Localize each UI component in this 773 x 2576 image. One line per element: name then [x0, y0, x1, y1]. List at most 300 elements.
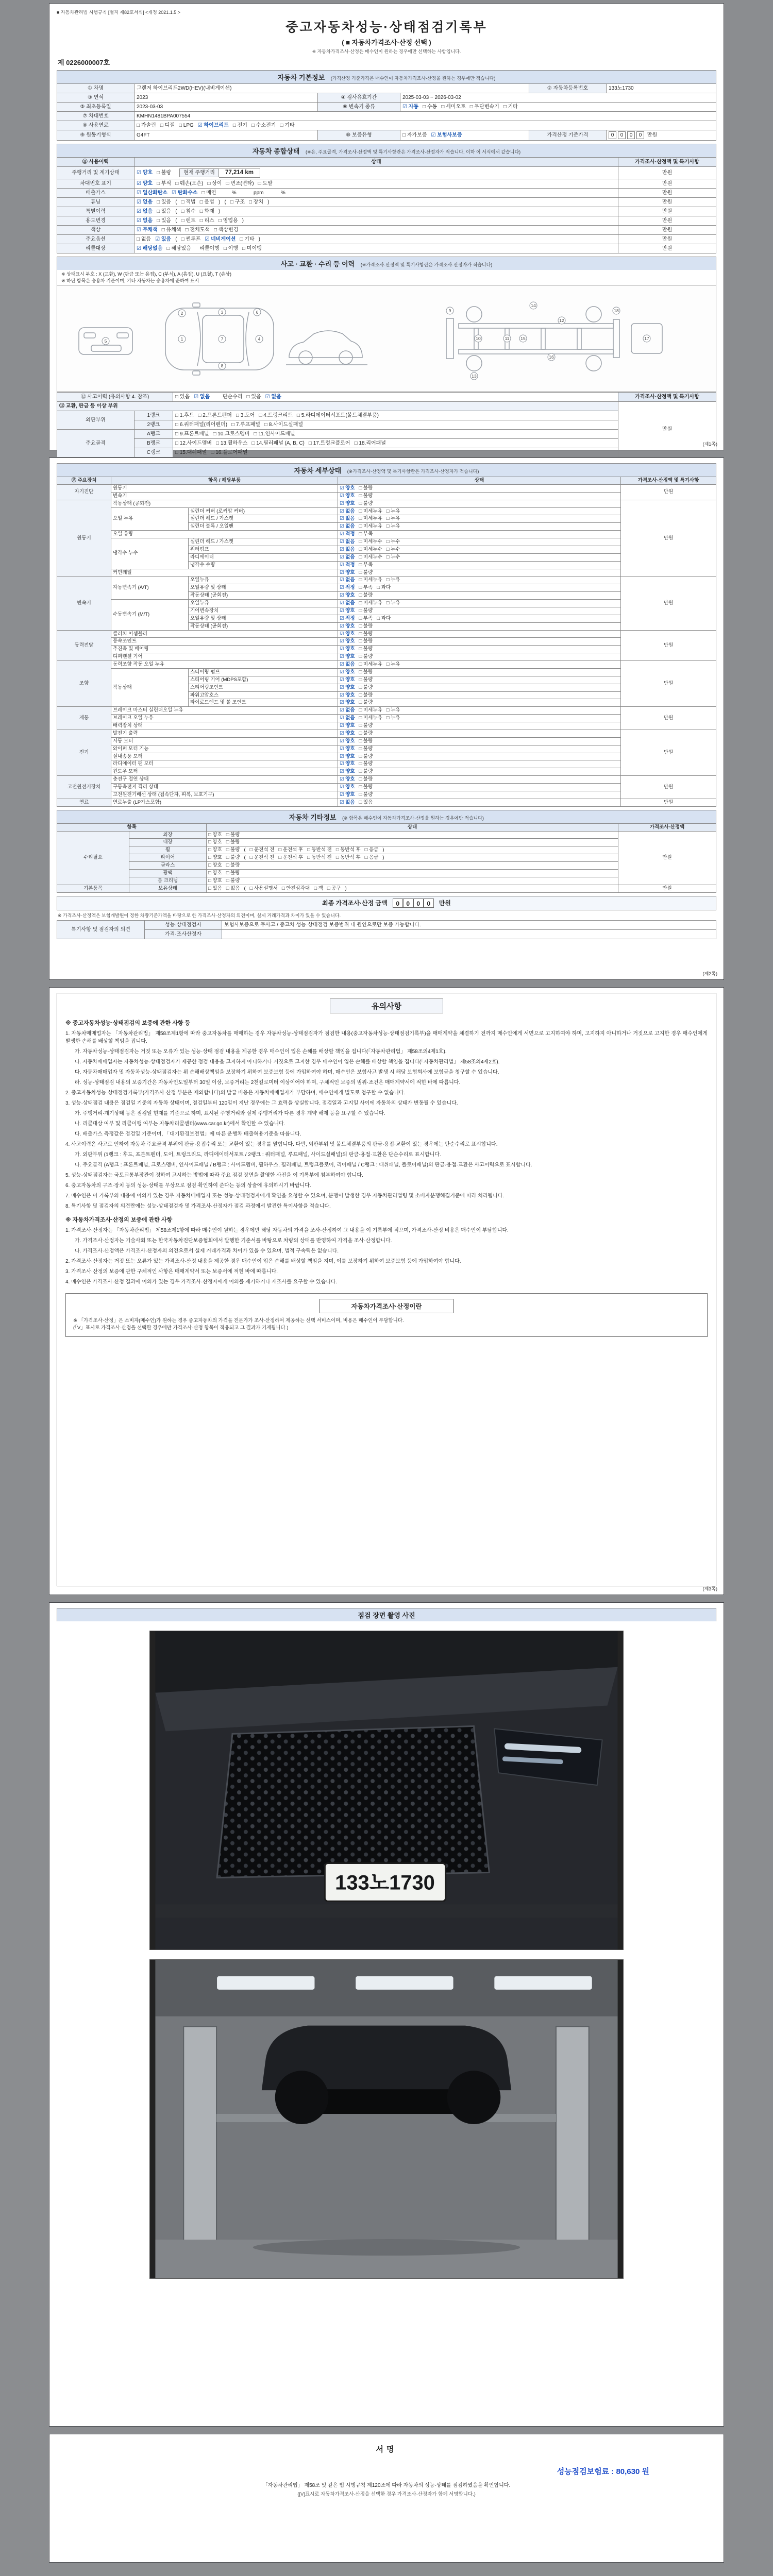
checkbox-없음[interactable]: ☑ 없음 [137, 208, 153, 214]
table-row [57, 791, 716, 799]
checkbox-썬루프[interactable]: □ 썬루프 [181, 236, 201, 242]
checkbox-불량[interactable]: □ 불량 [359, 676, 373, 683]
checkbox-침수[interactable]: □ 침수 [181, 208, 196, 214]
checkbox-적정[interactable]: ☑ 적정 [340, 585, 355, 591]
checkbox-없음[interactable]: ☑ 없음 [340, 715, 355, 721]
checkbox-양호[interactable]: ☑ 양호 [340, 761, 355, 767]
checkbox-사용설명서[interactable]: □ 사용설명서 [249, 885, 278, 891]
checkbox-불량[interactable]: □ 불량 [359, 592, 373, 599]
notice-item: 라. 성능·상태점검 내용의 보증기간은 자동차인도일부터 30일 이상, 보증거리는 2천킬로미터 이상이어야 하며, 구체적인 보증의 범위·조건은 매매계약서에 적힌 바에 따릅니다. [75, 1080, 461, 1086]
checkbox-미세누수[interactable]: □ 미세누수 [359, 554, 382, 560]
checkbox-양호[interactable]: ☑ 양호 [137, 180, 153, 187]
table-row [57, 823, 716, 831]
document-header-note: ※ 자동차가격조사·산정은 매수인이 원하는 경우에만 선택하는 사항입니다. [312, 49, 461, 54]
final-price-label: 최종 가격조사·산정 금액 [322, 900, 388, 907]
form-field-cell [338, 531, 621, 538]
checkbox-양호[interactable]: □ 양호 [208, 877, 222, 884]
checkbox-없음[interactable]: ☑ 없음 [194, 394, 210, 400]
table-row [57, 121, 716, 130]
car-wheel [447, 2071, 501, 2124]
form-text-cell: 2023 [135, 93, 318, 103]
form-text-cell: 실린더 커버 (로커암 커버) [189, 507, 338, 515]
table-row [57, 216, 716, 225]
checkbox-불량[interactable]: □ 불량 [359, 692, 373, 698]
checkbox-미세누수[interactable]: □ 미세누수 [359, 546, 382, 552]
form-text-cell: 스티어링 기어 (MDPS포함) [189, 676, 338, 684]
checkbox-없음[interactable]: ☑ 없음 [340, 600, 355, 606]
checkbox-없음[interactable]: ☑ 없음 [340, 539, 355, 545]
form-text-cell: 오일 유량 [111, 531, 338, 538]
checkbox-누유[interactable]: □ 누유 [386, 508, 400, 514]
table-row [57, 799, 716, 806]
checkbox-양호[interactable]: □ 양호 [208, 870, 222, 876]
checkbox-자가보증[interactable]: □ 자가보증 [402, 132, 427, 138]
form-text-cell: 만원 [618, 225, 716, 234]
checkbox-불량[interactable]: □ 불량 [359, 730, 373, 736]
checkbox-불량[interactable]: □ 불량 [359, 669, 373, 675]
checkbox-양호[interactable]: □ 양호 [208, 839, 222, 845]
checkbox-영업용[interactable]: □ 영업용 [218, 217, 238, 224]
checkbox-네비게이션[interactable]: ☑ 네비게이션 [205, 236, 236, 242]
checkbox-불량[interactable]: □ 불량 [359, 646, 373, 652]
checkbox-불량[interactable]: □ 불량 [359, 784, 373, 790]
checkbox-양호[interactable]: ☑ 양호 [340, 723, 355, 728]
checkbox-동반석 후[interactable]: □ 동반석 후 [335, 847, 361, 853]
notice-part2-items [65, 1227, 708, 1286]
section-note: (※ 항목은 매수인이 자동차가격조사·산정을 원하는 경우에만 적습니다) [342, 815, 484, 821]
checkbox-안전삼각대[interactable]: □ 안전삼각대 [281, 885, 310, 891]
text-token: ) [382, 855, 384, 861]
checkbox-적정[interactable]: ☑ 적정 [340, 615, 355, 621]
checkbox-불량[interactable]: □ 불량 [359, 500, 373, 506]
checkbox-없음[interactable]: ☑ 없음 [340, 516, 355, 522]
checkbox-13.휠하우스[interactable]: □ 13.휠하우스 [216, 440, 248, 447]
checkbox-미세누유[interactable]: □ 미세누유 [359, 516, 382, 522]
legend-line: ※ 하단 항목은 승용차 기준이며, 기타 자동차는 승용차에 준하여 표시 [61, 278, 199, 283]
checkbox-응급[interactable]: □ 응급 [364, 855, 379, 861]
form-text-cell: 그랜저 하이브리드2WD(HEV)(내비게이션) [135, 84, 529, 93]
checkbox-이행[interactable]: □ 이행 [223, 245, 238, 251]
checkbox-양호[interactable]: ☑ 양호 [340, 753, 355, 759]
form-field-cell [173, 420, 618, 430]
checkbox-불량[interactable]: □ 불량 [359, 607, 373, 614]
form-text-cell: C랭크 [135, 448, 173, 457]
checkbox-없음[interactable]: ☑ 없음 [340, 554, 355, 560]
checkbox-하이브리드[interactable]: ☑ 하이브리드 [197, 123, 229, 128]
checkbox-2.프론트펜더[interactable]: □ 2.프론트펜더 [198, 413, 232, 419]
checkbox-구조[interactable]: □ 구조 [230, 199, 245, 205]
checkbox-잭[interactable]: □ 잭 [314, 885, 323, 891]
sheet-basic [49, 3, 724, 456]
checkbox-있음[interactable]: □ 있음 [208, 885, 222, 891]
diagram-point-number: 18 [613, 308, 619, 314]
checkbox-불량[interactable]: □ 불량 [226, 839, 240, 845]
form-field-cell [207, 885, 618, 892]
form-field-cell [135, 121, 716, 130]
checkbox-동반석 전[interactable]: □ 동반석 전 [307, 855, 332, 861]
checkbox-보험사보증[interactable]: ☑ 보험사보증 [431, 132, 462, 138]
checkbox-14.필러패널 (A, B, C)[interactable]: □ 14.필러패널 (A, B, C) [251, 440, 305, 447]
form-field-cell [338, 569, 621, 577]
checkbox-양호[interactable]: ☑ 양호 [340, 745, 355, 752]
checkbox-상이[interactable]: □ 상이 [207, 180, 222, 187]
checkbox-양호[interactable]: ☑ 양호 [340, 784, 355, 790]
checkbox-있음[interactable]: □ 있음 [359, 799, 373, 805]
amount-digit: 0 [636, 131, 644, 139]
checkbox-양호[interactable]: ☑ 양호 [340, 776, 355, 783]
form-text-cell: 냉각수 수량 [189, 561, 338, 569]
checkbox-7.루프패널[interactable]: □ 7.루프패널 [231, 422, 260, 428]
form-text-cell: 발전기 출력 [111, 730, 338, 737]
checkbox-양호[interactable]: ☑ 양호 [340, 607, 355, 614]
checkbox-전체도색[interactable]: □ 전체도색 [185, 227, 210, 233]
checkbox-없음[interactable]: ☑ 없음 [137, 217, 153, 224]
checkbox-부족[interactable]: □ 부족 [359, 531, 373, 537]
checkbox-부족[interactable]: □ 부족 [359, 562, 373, 568]
checkbox-전기[interactable]: □ 전기 [232, 123, 247, 128]
checkbox-기타[interactable]: □ 기타 [240, 236, 255, 242]
checkbox-양호[interactable]: □ 양호 [208, 832, 222, 838]
checkbox-없음[interactable]: ☑ 없음 [340, 508, 355, 514]
checkbox-무단변속기[interactable]: □ 무단변속기 [469, 104, 499, 110]
checkbox-훼손(오손)[interactable]: □ 훼손(오손) [175, 180, 204, 187]
checkbox-불량[interactable]: □ 불량 [226, 870, 240, 876]
checkbox-불량[interactable]: □ 불량 [359, 776, 373, 783]
checkbox-탄화수소[interactable]: ☑ 탄화수소 [172, 190, 198, 196]
checkbox-6.쿼터패널(리어펜더)[interactable]: □ 6.쿼터패널(리어펜더) [175, 422, 228, 428]
form-text-cell: 2025-03-03 ~ 2026-03-02 [400, 93, 716, 103]
checkbox-미세누유[interactable]: □ 미세누유 [359, 523, 382, 530]
checkbox-불량[interactable]: □ 불량 [359, 485, 373, 491]
car-diagram-panel [57, 285, 716, 392]
diagram-point-number: 5 [104, 338, 107, 344]
checkbox-미세누유[interactable]: □ 미세누유 [359, 715, 382, 721]
checkbox-양호[interactable]: □ 양호 [208, 847, 222, 853]
checkbox-10.크로스멤버[interactable]: □ 10.크로스멤버 [213, 431, 250, 437]
checkbox-부족[interactable]: □ 부족 [359, 585, 373, 591]
checkbox-양호[interactable]: ☑ 양호 [340, 569, 355, 575]
form-field-cell [173, 439, 618, 448]
diagram-point-number: 4 [258, 336, 260, 342]
checkbox-리스[interactable]: □ 리스 [199, 217, 214, 224]
checkbox-장치[interactable]: □ 장치 [248, 199, 264, 205]
checkbox-불량[interactable]: □ 불량 [359, 738, 373, 744]
checkbox-운전석 전[interactable]: □ 운전석 전 [249, 847, 275, 853]
checkbox-양호[interactable]: □ 양호 [208, 855, 222, 861]
checkbox-불량[interactable]: □ 불량 [359, 753, 373, 759]
form-text-cell: 주요옵션 [57, 234, 135, 244]
form-text-cell: 충전구 절연 상태 [111, 776, 338, 784]
form-field-cell [338, 737, 621, 745]
form-text-cell: 만원 [618, 885, 716, 892]
amount-digit: 0 [627, 131, 635, 139]
checkbox-양호[interactable]: ☑ 양호 [340, 638, 355, 645]
checkbox-없음[interactable]: ☑ 없음 [137, 199, 153, 205]
checkbox-불량[interactable]: □ 불량 [226, 877, 240, 884]
checkbox-양호[interactable]: ☑ 양호 [340, 623, 355, 629]
form-text-cell [222, 929, 716, 939]
checkbox-없음[interactable]: ☑ 없음 [340, 546, 355, 552]
checkbox-동반석 후[interactable]: □ 동반석 후 [335, 855, 361, 861]
checkbox-부식[interactable]: □ 부식 [157, 180, 172, 187]
checkbox-없음[interactable]: ☑ 없음 [340, 707, 355, 714]
form-text-cell: ④ 검사유효기간 [318, 93, 400, 103]
form-text-cell: A랭크 [135, 430, 173, 439]
notice-item: 3. 가격조사·산정의 보증에 관한 구체적인 사항은 매매계약서 또는 보증서에 적힌 바에 따릅니다. [65, 1269, 278, 1275]
form-text-cell: 주행거리 및 계기상태 [57, 167, 135, 179]
checkbox-9.프론트패널[interactable]: □ 9.프론트패널 [175, 431, 209, 437]
checkbox-있음[interactable]: □ 있음 [175, 394, 190, 400]
checkbox-해당있음[interactable]: □ 해당있음 [166, 245, 191, 251]
form-text-cell: 만원 [621, 630, 716, 661]
form-text-cell: 기어변속장치 [189, 607, 338, 615]
checkbox-무채색[interactable]: ☑ 무채색 [137, 227, 158, 233]
form-field-cell [135, 197, 618, 207]
checkbox-누수[interactable]: □ 누수 [386, 554, 400, 560]
checkbox-불량[interactable]: □ 불량 [226, 855, 240, 861]
form-text-cell: 만원 [621, 661, 716, 707]
checkbox-3.도어[interactable]: □ 3.도어 [236, 413, 255, 419]
checkbox-8.사이드실패널[interactable]: □ 8.사이드실패널 [264, 422, 304, 428]
checkbox-11.인사이드패널[interactable]: □ 11.인사이드패널 [254, 431, 295, 437]
checkbox-없음[interactable]: ☑ 없음 [340, 662, 355, 667]
checkbox-기타[interactable]: □ 기타 [503, 104, 518, 110]
notice-item: 7. 매수인은 이 기록부의 내용에 이의가 있는 경우 자동차매매업자 또는 성능·상태점검자에게 확인을 요청할 수 있으며, 분쟁이 발생한 경우 자동차관리법령 및 소비자분쟁해결기준에 따라 처리됩니다. [65, 1193, 505, 1199]
checkbox-미세누유[interactable]: □ 미세누유 [359, 508, 382, 514]
form-field-cell [338, 684, 621, 691]
checkbox-세미오토[interactable]: □ 세미오토 [441, 104, 466, 110]
checkbox-기타[interactable]: □ 기타 [280, 123, 295, 128]
checkbox-미세누유[interactable]: □ 미세누유 [359, 707, 382, 714]
checkbox-양호[interactable]: ☑ 양호 [340, 654, 355, 660]
checkbox-15.대쉬패널[interactable]: □ 15.대쉬패널 [175, 450, 207, 456]
checkbox-LPG[interactable]: □ LPG [178, 123, 194, 128]
checkbox-5.라디에이터서포트(볼트체결부품)[interactable]: □ 5.라디에이터서포트(볼트체결부품) [296, 413, 379, 419]
checkbox-양호[interactable]: ☑ 양호 [340, 738, 355, 744]
checkbox-없음[interactable]: ☑ 없음 [340, 523, 355, 530]
section-title: 점검 장면 촬영 사진 [358, 1612, 415, 1619]
notice-title: 유의사항 [330, 998, 443, 1013]
checkbox-누유[interactable]: □ 누유 [386, 600, 400, 606]
checkbox-12.사이드멤버[interactable]: □ 12.사이드멤버 [175, 440, 212, 447]
form-text-cell: 만원 [621, 730, 716, 775]
checkbox-유채색[interactable]: □ 유채색 [161, 227, 181, 233]
table-row [57, 784, 716, 791]
form-text-cell: ⑦ 차대번호 [57, 112, 135, 121]
checkbox-양호[interactable]: ☑ 양호 [340, 592, 355, 599]
checkbox-변조(변타)[interactable]: □ 변조(변타) [226, 180, 254, 187]
checkbox-색상변경[interactable]: □ 색상변경 [214, 227, 239, 233]
diagram-point-number: 3 [221, 310, 223, 315]
checkbox-과다[interactable]: □ 과다 [377, 615, 391, 621]
notice-item: 가. 자동차성능·상태점검자는 거짓 또는 오류가 있는 성능·상태 점검 내용을 제공한 경우 매수인이 입은 손해를 배상할 책임을 집니다(「자동차관리법」 제58조의4제1호). [75, 1049, 447, 1055]
diagram-point-number: 7 [221, 336, 223, 342]
checkbox-적정[interactable]: ☑ 적정 [340, 531, 355, 537]
form-text-cell: 특기사항 및 점검자의 의견 [57, 920, 145, 939]
checkbox-운전석 전[interactable]: □ 운전석 전 [249, 855, 275, 861]
checkbox-양호[interactable]: ☑ 양호 [340, 769, 355, 775]
diagram-point-number: 15 [520, 336, 526, 342]
checkbox-미세누유[interactable]: □ 미세누유 [359, 600, 382, 606]
form-field-cell [338, 668, 621, 676]
checkbox-부족[interactable]: □ 부족 [359, 615, 373, 621]
checkbox-가솔린[interactable]: □ 가솔린 [137, 123, 156, 128]
table-row [57, 538, 716, 546]
checkbox-있음[interactable]: □ 있음 [157, 199, 172, 205]
checkbox-불량[interactable]: □ 불량 [359, 631, 373, 637]
form-text-cell: 만원 [618, 197, 716, 207]
text-token: ) [345, 885, 347, 891]
checkbox-없음[interactable]: ☑ 없음 [340, 577, 355, 583]
checkbox-없음[interactable]: □ 없음 [137, 236, 152, 242]
amount-digit: 0 [618, 131, 626, 139]
checkbox-1.후드[interactable]: □ 1.후드 [175, 413, 194, 419]
checkbox-양호[interactable]: ☑ 양호 [340, 646, 355, 652]
form-text-cell: ⑮ 주요장치 [57, 477, 111, 485]
notice-item: 다. 배출가스 측정값은 점검일 기준이며, 「대기환경보전법」에 따른 운행차 배출허용기준을 따릅니다. [75, 1131, 301, 1137]
checkbox-응급[interactable]: □ 응급 [364, 847, 379, 853]
checkbox-공구[interactable]: □ 공구 [327, 885, 341, 891]
checkbox-양호[interactable]: ☑ 양호 [137, 170, 153, 176]
checkbox-수소전기[interactable]: □ 수소전기 [251, 123, 276, 128]
checkbox-운전석 후[interactable]: □ 운전석 후 [278, 855, 304, 861]
checkbox-일산화탄소[interactable]: ☑ 일산화탄소 [137, 190, 168, 196]
form-field-cell [338, 577, 621, 584]
checkbox-없음[interactable]: ☑ 없음 [340, 799, 355, 805]
table-row [57, 484, 716, 492]
form-text-cell: 수동변속기 (M/T) [111, 600, 189, 631]
checkbox-없음[interactable]: □ 없음 [226, 885, 240, 891]
checkbox-양호[interactable]: ☑ 양호 [340, 692, 355, 698]
checkbox-불량[interactable]: □ 불량 [359, 569, 373, 575]
form-text-cell: 동력조향 작동 오일 누유 [111, 661, 338, 669]
checkbox-있음[interactable]: □ 있음 [157, 217, 172, 224]
checkbox-양호[interactable]: ☑ 양호 [340, 684, 355, 690]
checkbox-불량[interactable]: □ 불량 [359, 684, 373, 690]
checkbox-불량[interactable]: □ 불량 [226, 832, 240, 838]
checkbox-과다[interactable]: □ 과다 [377, 585, 391, 591]
checkbox-없음[interactable]: ☑ 없음 [265, 394, 281, 400]
checkbox-양호[interactable]: ☑ 양호 [340, 700, 355, 706]
page-marker: (제2쪽) [702, 971, 717, 976]
form-field-cell [207, 869, 618, 877]
text-token: ( [244, 855, 246, 861]
form-text-cell: ⑪ 사용이력 [57, 158, 135, 167]
checkbox-불량[interactable]: □ 불량 [359, 745, 373, 752]
checkbox-양호[interactable]: ☑ 양호 [340, 493, 355, 499]
form-text-cell: 외장 [129, 831, 207, 839]
checkbox-양호[interactable]: ☑ 양호 [340, 676, 355, 683]
form-text-cell: 광택 [129, 869, 207, 877]
checkbox-디젤[interactable]: □ 디젤 [160, 123, 175, 128]
checkbox-미세누유[interactable]: □ 미세누유 [359, 577, 382, 583]
form-text-cell: 디퍼렌셜 기어 [111, 653, 338, 661]
checkbox-운전석 후[interactable]: □ 운전석 후 [278, 847, 304, 853]
checkbox-수동[interactable]: □ 수동 [423, 104, 438, 110]
checkbox-자동[interactable]: ☑ 자동 [402, 104, 419, 110]
checkbox-불량[interactable]: □ 불량 [359, 723, 373, 728]
checkbox-있음[interactable]: □ 있음 [157, 208, 172, 214]
checkbox-불량[interactable]: □ 불량 [359, 654, 373, 660]
checkbox-미이행[interactable]: □ 미이행 [242, 245, 262, 251]
checkbox-불량[interactable]: □ 불량 [359, 791, 373, 798]
table-row [57, 112, 716, 121]
checkbox-매연[interactable]: □ 매연 [201, 190, 216, 196]
section-note: (※가격조사·산정액 및 특기사항란은 가격조사·산정자가 적습니다) [347, 469, 479, 474]
checkbox-누유[interactable]: □ 누유 [386, 523, 400, 530]
checkbox-도말[interactable]: □ 도말 [258, 180, 273, 187]
checkbox-양호[interactable]: ☑ 양호 [340, 631, 355, 637]
checkbox-불량[interactable]: □ 불량 [226, 862, 240, 868]
checkbox-있음[interactable]: ☑ 있음 [155, 236, 172, 242]
section-title: 자동차 기본정보 [277, 74, 325, 81]
checkbox-화재[interactable]: □ 화재 [199, 208, 214, 214]
checkbox-양호[interactable]: ☑ 양호 [340, 730, 355, 736]
form-text-cell: 라디에이터 팬 모터 [111, 760, 338, 768]
diagram-point-number: 6 [256, 310, 258, 315]
checkbox-미세누유[interactable]: □ 미세누유 [359, 662, 382, 667]
checkbox-미세누수[interactable]: □ 미세누수 [359, 539, 382, 545]
checkbox-누유[interactable]: □ 누유 [386, 577, 400, 583]
table-row [57, 715, 716, 722]
form-text-cell: 휠 [129, 846, 207, 854]
checkbox-누수[interactable]: □ 누수 [386, 539, 400, 545]
checkbox-누유[interactable]: □ 누유 [386, 715, 400, 721]
checkbox-누수[interactable]: □ 누수 [386, 546, 400, 552]
checkbox-16.플로어패널[interactable]: □ 16.플로어패널 [211, 450, 248, 456]
form-text-cell: 오일누유 [189, 600, 338, 607]
form-field-cell [338, 638, 621, 646]
checkbox-양호[interactable]: ☑ 양호 [340, 500, 355, 506]
table-row [57, 448, 716, 457]
table-row [57, 167, 716, 179]
checkbox-18.리어패널[interactable]: □ 18.리어패널 [354, 440, 386, 447]
table-row [57, 760, 716, 768]
checkbox-불량[interactable]: □ 불량 [359, 761, 373, 767]
checkbox-불량[interactable]: □ 불량 [226, 847, 240, 853]
checkbox-불량[interactable]: □ 불량 [359, 623, 373, 629]
form-field-cell [338, 791, 621, 799]
checkbox-양호[interactable]: ☑ 양호 [340, 791, 355, 798]
checkbox-누유[interactable]: □ 누유 [386, 662, 400, 667]
checkbox-해당없음[interactable]: ☑ 해당없음 [137, 245, 163, 251]
text-token: ) [267, 199, 270, 205]
checkbox-있음[interactable]: □ 있음 [246, 394, 261, 400]
checkbox-적법[interactable]: □ 적법 [181, 199, 196, 205]
checkbox-불법[interactable]: □ 불법 [199, 199, 214, 205]
checkbox-불량[interactable]: □ 불량 [359, 638, 373, 645]
checkbox-불량[interactable]: □ 불량 [359, 769, 373, 775]
checkbox-렌트[interactable]: □ 렌트 [181, 217, 196, 224]
checkbox-4.트렁크리드[interactable]: □ 4.트렁크리드 [259, 413, 293, 419]
document-title: 중고자동차성능·상태점검기록부 [285, 20, 488, 35]
form-field-cell [338, 584, 621, 592]
checkbox-17.트렁크플로어[interactable]: □ 17.트렁크플로어 [308, 440, 350, 447]
form-field-cell [338, 676, 621, 684]
checkbox-불량[interactable]: □ 불량 [157, 170, 172, 176]
checkbox-동반석 전[interactable]: □ 동반석 전 [307, 847, 332, 853]
form-text-cell: 오일유량 및 상태 [189, 615, 338, 622]
checkbox-누유[interactable]: □ 누유 [386, 516, 400, 522]
checkbox-양호[interactable]: ☑ 양호 [340, 669, 355, 675]
checkbox-적정[interactable]: ☑ 적정 [340, 562, 355, 568]
checkbox-양호[interactable]: ☑ 양호 [340, 485, 355, 491]
checkbox-누유[interactable]: □ 누유 [386, 707, 400, 714]
checkbox-불량[interactable]: □ 불량 [359, 700, 373, 706]
form-text-cell: 만원 [618, 167, 716, 179]
checkbox-양호[interactable]: □ 양호 [208, 862, 222, 868]
checkbox-불량[interactable]: □ 불량 [359, 493, 373, 499]
